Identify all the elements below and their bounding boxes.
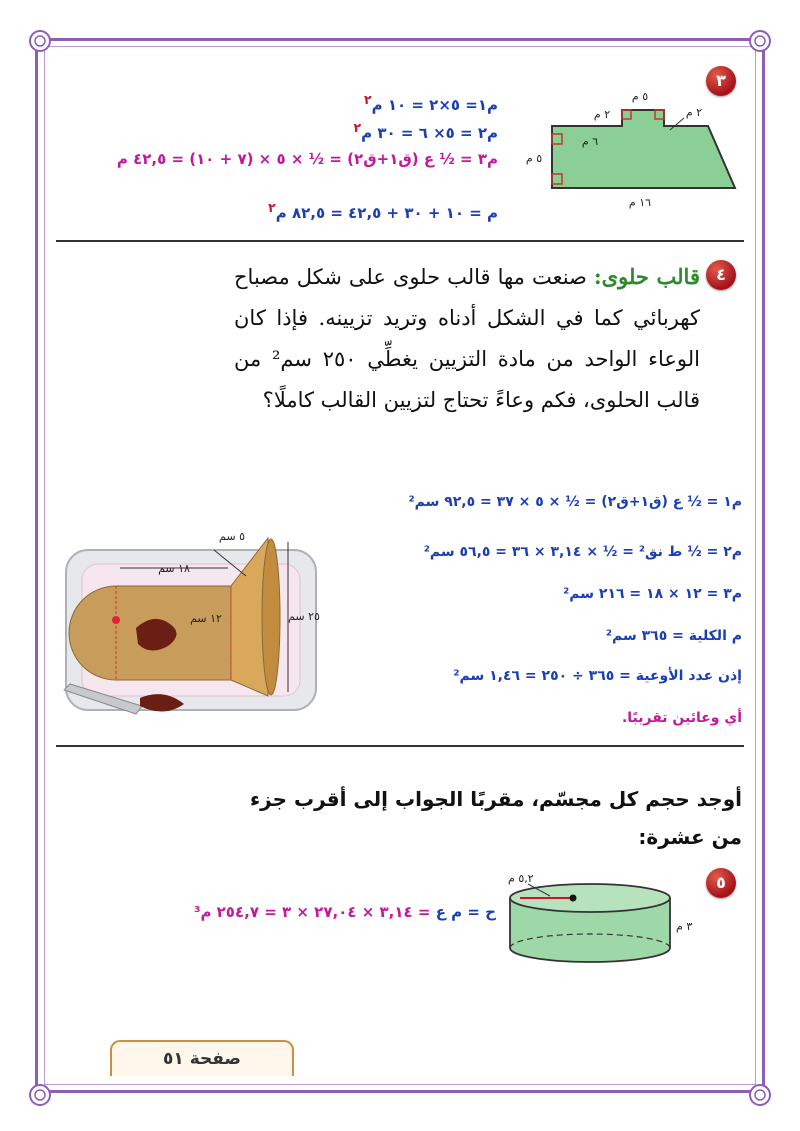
- corner-ornament-icon: [747, 1082, 773, 1108]
- p4-line-1: م١ = ½ ع (ق١+ق٢) = ½ × ٥ × ٣٧ = ٩٢,٥ سم²: [408, 494, 742, 510]
- instruction-line-1: أوجد حجم كل مجسّم، مقربًا الجواب إلى أقرب جزء: [249, 787, 742, 811]
- label-cake-width: ٢٥ سم: [288, 610, 320, 623]
- problem-number-badge: ٥: [706, 868, 736, 898]
- label-top-right: ٢ م: [685, 106, 703, 119]
- label-inner: ٦ م: [581, 135, 599, 148]
- trapezoid-figure: [520, 82, 745, 212]
- divider: [56, 745, 744, 747]
- problem-4-title: قالب حلوى:: [593, 264, 700, 289]
- label-top: ٥ م: [631, 90, 649, 103]
- p4-line-5: إذن عدد الأوعية = ٣٦٥ ÷ ٢٥٠ = ١,٤٦ سم²: [453, 668, 742, 684]
- label-cake-height: ١٢ سم: [190, 612, 222, 625]
- corner-ornament-icon: [27, 28, 53, 54]
- p3-line-4: م = ١٠ + ٣٠ + ٤٢,٥ = ٨٢,٥ م$^٢$: [268, 200, 498, 222]
- label-radius: ٥,٢ م: [508, 872, 534, 885]
- page-number: صفحة ٥١: [110, 1040, 294, 1076]
- p4-line-6: أي وعائين تقريبًا.: [621, 710, 742, 726]
- corner-ornament-icon: [747, 28, 773, 54]
- problem-4-body: صنعت مها قالب حلوى على شكل مصباح كهربائي كما في الشكل أدناه وتريد تزيينه. فإذا كان الوعاء الواحد من مادة التزيين يغطِّي ٢٥٠ سم² من قالب الحلوى، فكم وعاءً تحتاج لتزيين القالب كاملًا؟: [234, 265, 700, 412]
- p3-line-1: م١= ٥×٢ = ١٠ م$^٢$: [363, 92, 498, 114]
- divider: [56, 240, 744, 242]
- cylinder-figure: [500, 868, 693, 978]
- p4-line-4: م الكلية = ٣٦٥ سم²: [605, 628, 742, 644]
- cake-figure: [56, 520, 336, 720]
- label-cake-top: ٥ سم: [219, 530, 245, 543]
- label-top-left: ٢ م: [593, 108, 611, 121]
- p5-formula: ح = م ع = ٣,١٤ × ٢٧,٠٤ × ٣ = ٢٥٤,٧ م³: [193, 903, 496, 921]
- problem-number-badge: ٣: [706, 66, 736, 96]
- p4-line-3: م٣ = ١٢ × ١٨ = ٢١٦ سم²: [563, 586, 742, 602]
- problem-number-badge: ٤: [706, 260, 736, 290]
- p3-line-3: م٣ = ½ ع (ق١+ق٢) = ½ × ٥ × (٧ + ١٠) = ٤٢,٥ م: [116, 150, 498, 168]
- corner-ornament-icon: [27, 1082, 53, 1108]
- problem-4-text: [234, 256, 700, 421]
- label-height: ٣ م: [676, 920, 693, 933]
- instruction-line-2: من عشرة:: [638, 825, 742, 849]
- p4-line-2: م٢ = ½ ط نق² = ½ × ٣,١٤ × ٣٦ = ٥٦,٥ سم²: [423, 544, 742, 560]
- label-cake-length: ١٨ سم: [158, 562, 190, 575]
- p3-line-2: م٢ = ٥× ٦ = ٣٠ م$^٢$: [353, 120, 498, 142]
- label-bottom: ١٦ م: [628, 196, 652, 209]
- label-left: ٥ م: [525, 152, 543, 165]
